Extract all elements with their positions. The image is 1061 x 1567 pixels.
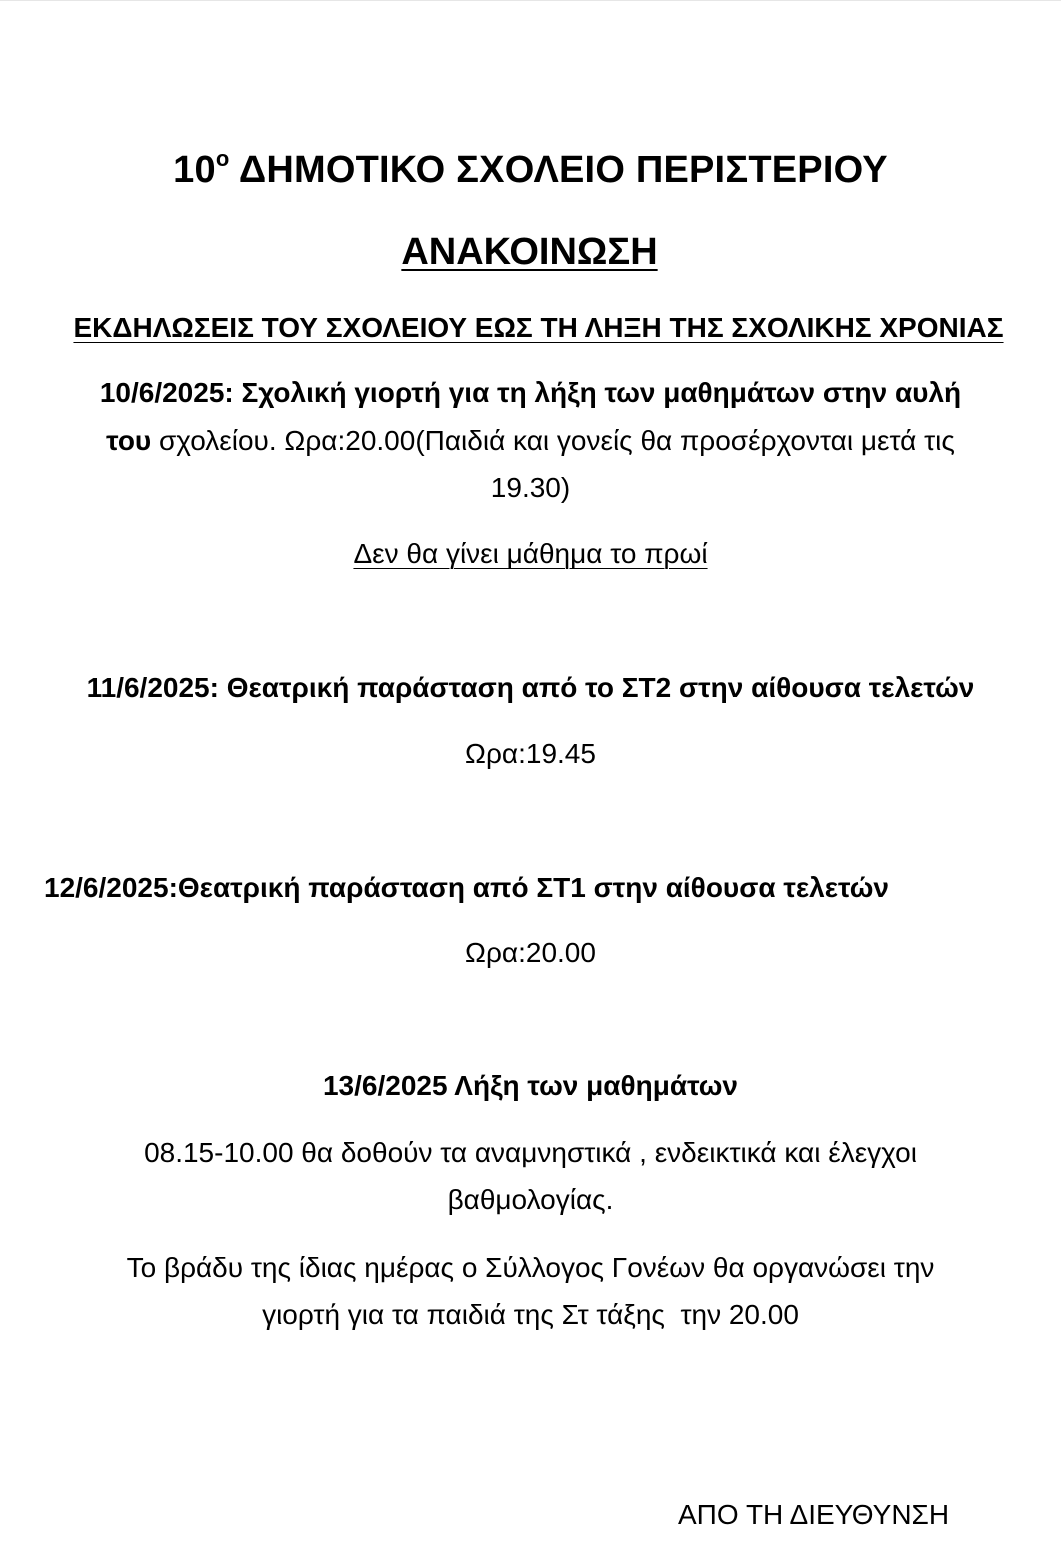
event-4-desc-line-2: βαθμολογίας. [447,1184,614,1215]
event-4-title: 13/6/2025 Λήξη των μαθημάτων [322,1070,739,1101]
event-4-desc-line-3: Το βράδυ της ίδιας ημέρας ο Σύλλογος Γονέων θα οργανώσει την [126,1252,935,1283]
school-ordinal: ο [215,146,230,171]
events-subtitle [38,310,1039,346]
announcement-heading-text: ΑΝΑΚΟΙΝΩΣΗ [401,231,658,273]
event-1-details [0,423,1061,459]
event-1-details-rest: σχολείου. Ωρα:20.00(Παιδιά και γονείς θα προσέρχονται μετά τις [151,425,955,456]
event-1-details-end: 19.30) [490,472,571,503]
event-2-time: Ωρα:19.45 [465,738,596,769]
event-3-time: Ωρα:20.00 [465,937,596,968]
event-3-title: 12/6/2025:Θεατρική παράσταση από ΣΤ1 στην αίθουσα τελετών [44,872,889,903]
event-4-desc-line-4: γιορτή για τα παιδιά της Στ τάξης την 20.00 [262,1299,799,1330]
event-1-details-bold: του [106,425,152,456]
events-subtitle-text: ΕΚΔΗΛΩΣΕΙΣ ΤΟΥ ΣΧΟΛΕΙΟΥ ΕΩΣ ΤΗ ΛΗΞΗ ΤΗΣ ΣΧΟΛΙΚΗΣ ΧΡΟΝΙΑΣ [73,312,1004,343]
event-1-title: 10/6/2025: Σχολική γιορτή για τη λήξη των μαθημάτων στην αυλή [99,377,962,408]
signature: ΑΠΟ ΤΗ ΔΙΕΥΘΥΝΣΗ [678,1499,950,1530]
school-number: 10 [173,149,216,191]
event-1-note-text: Δεν θα γίνει μάθημα το πρωί [353,538,708,569]
event-1-note [0,536,1061,572]
event-4-desc-line-1: 08.15-10.00 θα δοθούν τα αναμνηστικά , ενδεικτικά και έλεγχοι [144,1137,917,1168]
school-title [0,148,1061,192]
announcement-heading [0,230,1059,274]
school-name: ΔΗΜΟΤΙΚΟ ΣΧΟΛΕΙΟ ΠΕΡΙΣΤΕΡΙΟΥ [238,149,888,191]
event-2-title: 11/6/2025: Θεατρική παράσταση από το ΣΤ2 στην αίθουσα τελετών [86,672,975,703]
